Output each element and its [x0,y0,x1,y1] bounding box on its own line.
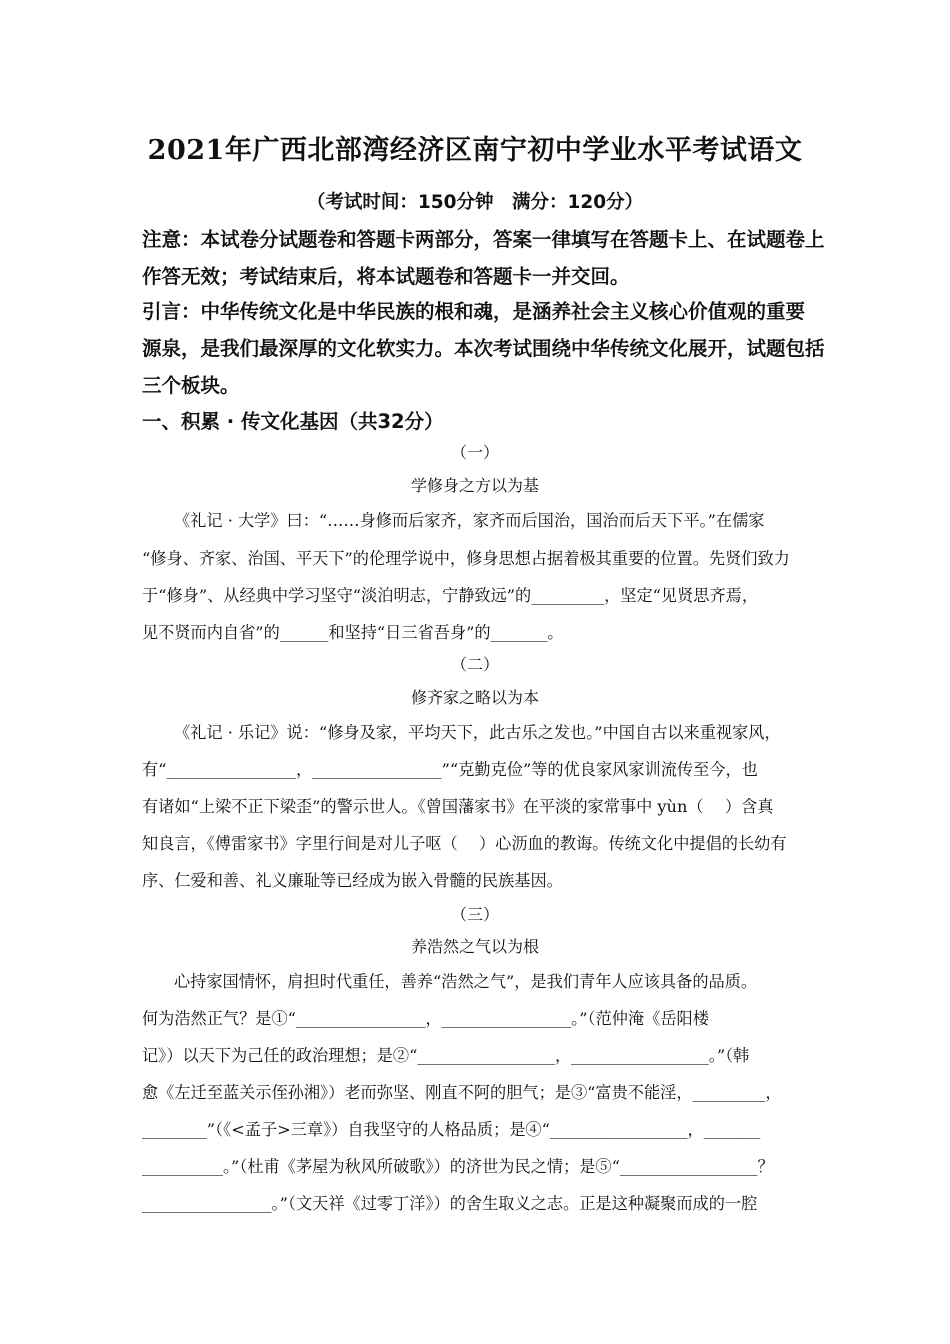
notice-line-2: 作答无效；考试结束后，将本试题卷和答题卡一并交回。 [142,265,630,288]
part3-line-3: 记》）以天下为己任的政治理想；是②“_________________，_________________。”（韩 [142,1046,750,1065]
intro-line-3: 三个板块。 [142,374,240,397]
part1-line-2: “修身、齐家、治国、平天下”的伦理学说中，修身思想占据着极其重要的位置。先贤们致力 [142,549,790,568]
part3-line-1: 心持家国情怀，肩担时代重任，善养“浩然之气”，是我们青年人应该具备的品质。 [174,972,758,991]
part2-number: （二） [450,655,499,674]
part2-line-3: 有诸如“上梁不正下梁歪”的警示世人。《曾国藩家书》在平淡的家常事中 yùn（ ）含真 [142,797,774,816]
part3-line-4: 愈《左迁至蓝关示侄孙湘》）老而弥坚、刚直不阿的胆气；是③“富贵不能淫，_________， [142,1083,782,1102]
part3-line-7: ________________。”（文天祥《过零丁洋》）的舍生取义之志。正是这种凝聚而成的一腔 [142,1194,758,1213]
intro-line-2: 源泉，是我们最深厚的文化软实力。本次考试围绕中华传统文化展开，试题包括 [142,337,825,360]
part2-title: 修齐家之略以为本 [410,688,539,707]
part1-number: （一） [450,443,499,462]
notice-line-1: 注意：本试卷分试题卷和答题卡两部分，答案一律填写在答题卡上、在试题卷上 [142,228,825,251]
part1-line-1: 《礼记 · 大学》曰：“……身修而后家齐，家齐而后国治，国治而后天下平。”在儒家 [174,511,765,530]
part1-line-3: 于“修身”、从经典中学习坚守“淡泊明志，宁静致远”的_________，坚定“见贤思齐焉， [142,586,759,605]
part3-line-5: ________”（《<孟子>三章》）自我坚守的人格品质；是④“_________________，_______ [142,1120,761,1139]
part3-line-2: 何为浩然正气？是①“________________，________________。”（范仲淹《岳阳楼 [142,1009,709,1028]
intro-line-1: 引言：中华传统文化是中华民族的根和魂，是涵养社会主义核心价值观的重要 [142,300,806,323]
part2-line-1: 《礼记 · 乐记》说：“修身及家，平均天下，此古乐之发也。”中国自古以来重视家风， [174,723,781,742]
part2-line-2: 有“________________，________________”“克勤克俭”等的优良家风家训流传至今，也 [142,760,758,779]
part1-title: 学修身之方以为基 [410,476,539,495]
part3-line-6: __________。”（杜甫《茅屋为秋风所破歌》）的济世为民之情；是⑤“_________________？ [142,1157,774,1176]
part1-line-4: 见不贤而内自省”的______和坚持“日三省吾身”的_______。 [142,623,564,642]
section-heading: 一、积累 · 传文化基因（共32分） [142,410,444,433]
part3-number: （三） [450,905,499,924]
part2-line-4: 知良言，《傅雷家书》字里行间是对儿子呕（ ）心沥血的教诲。传统文化中提倡的长幼有 [142,834,787,853]
part2-line-5: 序、仁爱和善、礼义廉耻等已经成为嵌入骨髓的民族基因。 [142,871,563,890]
exam-info: （考试时间：150分钟 满分：120分） [306,192,644,213]
part3-title: 养浩然之气以为根 [410,937,539,956]
page-title: 2021年广西北部湾经济区南宁初中学业水平考试语文 [147,135,803,166]
